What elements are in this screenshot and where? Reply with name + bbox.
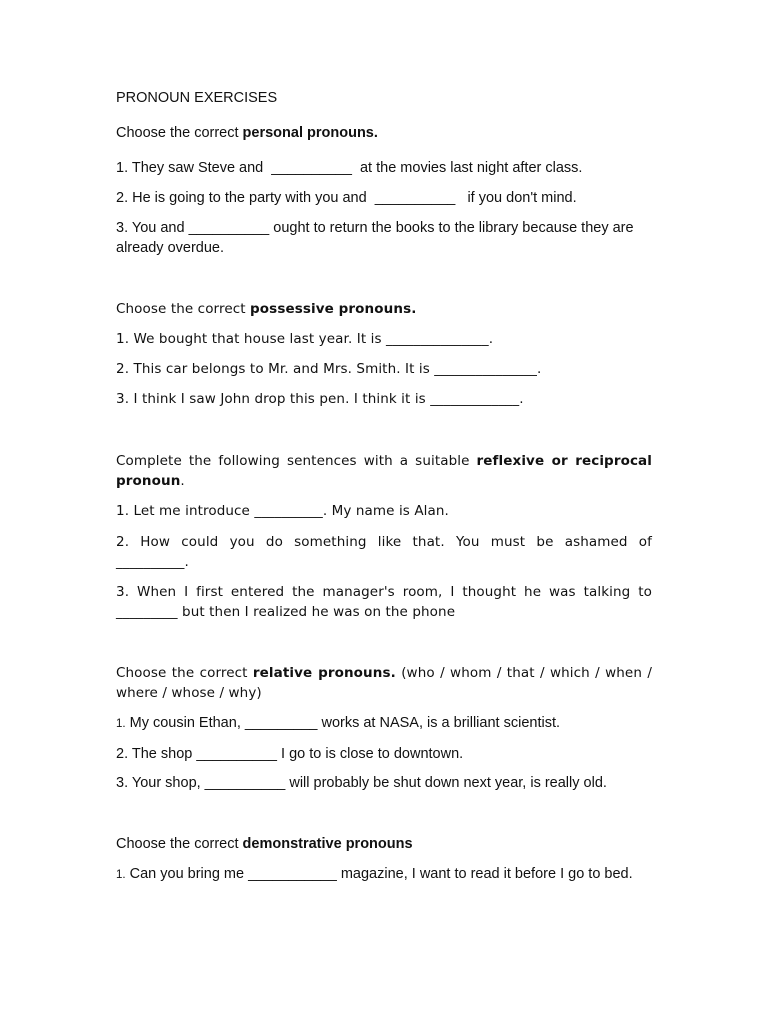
possessive-instruction-prefix: Choose the correct xyxy=(116,301,251,317)
reflexive-question-3-line-1: 3. When I first entered the manager's room, I thought he was talking to xyxy=(116,584,652,600)
possessive-question-2: 2. This car belongs to Mr. and Mrs. Smith. It is _______________. xyxy=(116,361,542,377)
demonstrative-instruction-prefix: Choose the correct xyxy=(116,836,243,852)
possessive-instruction xyxy=(116,299,652,319)
demonstrative-question-1 xyxy=(116,864,646,885)
reflexive-question-1: 1. Let me introduce __________. My name is Alan. xyxy=(116,503,449,519)
relative-instruction-line-1 xyxy=(116,663,652,683)
personal-instruction-bold: personal pronouns. xyxy=(242,125,378,141)
relative-question-1-number: 1. xyxy=(116,718,126,730)
relative-instruction-prefix: Choose the correct xyxy=(116,665,253,681)
possessive-question-1: 1. We bought that house last year. It is _______________. xyxy=(116,331,494,347)
reflexive-instruction-bold-2: pronoun xyxy=(116,473,181,489)
reflexive-instruction-line-1 xyxy=(116,451,652,471)
relative-question-1 xyxy=(116,713,652,734)
reflexive-instruction-suffix: . xyxy=(180,473,185,489)
demonstrative-question-1-number: 1. xyxy=(116,869,126,881)
relative-instruction-bold: relative pronouns. xyxy=(252,665,396,681)
relative-question-3: 3. Your shop, __________ will probably be shut down next year, is really old. xyxy=(116,775,607,791)
reflexive-instruction-bold-1: reflexive or reciprocal xyxy=(476,453,652,469)
page-title: PRONOUN EXERCISES xyxy=(116,90,278,106)
relative-instruction-line-2: where / whose / why) xyxy=(116,685,262,701)
personal-instruction xyxy=(116,123,652,143)
reflexive-question-2-line-1: 2. How could you do something like that. You must be ashamed of xyxy=(116,534,652,550)
relative-question-2: 2. The shop __________ I go to is close to downtown. xyxy=(116,746,464,762)
reflexive-instruction-prefix: Complete the following sentences with a suitable xyxy=(116,453,477,469)
demonstrative-instruction-bold: demonstrative pronouns xyxy=(242,836,413,852)
possessive-instruction-bold: possessive pronouns. xyxy=(250,301,417,317)
demonstrative-question-1-text: Can you bring me ___________ magazine, I want to read it before I go to bed. xyxy=(125,866,633,882)
reflexive-question-2-line-2: __________. xyxy=(116,554,189,570)
demonstrative-instruction xyxy=(116,834,652,854)
personal-question-2: 2. He is going to the party with you and __________ if you don't mind. xyxy=(116,190,577,206)
personal-question-3: 3. You and __________ ought to return the books to the library because they are already overdue. xyxy=(116,220,634,256)
personal-question-1: 1. They saw Steve and __________ at the movies last night after class. xyxy=(116,160,583,176)
reflexive-question-3-line-2: _________ but then I realized he was on the phone xyxy=(116,604,456,620)
relative-instruction-options-1: (who / whom / that / which / when / xyxy=(395,665,652,681)
possessive-question-3: 3. I think I saw John drop this pen. I think it is _____________. xyxy=(116,391,524,407)
personal-instruction-prefix: Choose the correct xyxy=(116,125,243,141)
reflexive-instruction-line-2 xyxy=(116,471,652,491)
relative-question-1-text: My cousin Ethan, _________ works at NASA, is a brilliant scientist. xyxy=(125,715,560,731)
